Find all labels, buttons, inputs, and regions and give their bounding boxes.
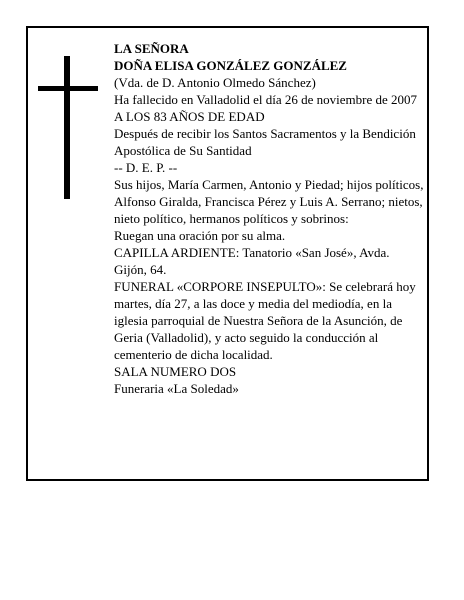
title-line: LA SEÑORA xyxy=(114,41,189,56)
cross-horizontal-bar xyxy=(38,86,98,91)
family-line: Sus hijos, María Carmen, Antonio y Piedad; hijos políticos, Alfonso Giralda, Francisca Pérez y Luis A. Serrano; nietos, nieto político, hermanos políticos y sobrinos: xyxy=(114,177,424,226)
age-line: A LOS 83 AÑOS DE EDAD xyxy=(114,109,265,124)
cross-icon xyxy=(38,56,98,199)
prayer-line: Ruegan una oración por su alma. xyxy=(114,228,286,243)
sacraments-line: Después de recibir los Santos Sacramentos y la Bendición Apostólica de Su Santidad xyxy=(114,126,416,158)
widow-of-line: (Vda. de D. Antonio Olmedo Sánchez) xyxy=(114,75,316,90)
cross-vertical-bar xyxy=(64,56,70,199)
obituary-notice xyxy=(26,26,429,481)
chapel-line: CAPILLA ARDIENTE: Tanatorio «San José», Avda. Gijón, 64. xyxy=(114,245,390,277)
death-info: Ha fallecido en Valladolid el día 26 de noviembre de 2007 xyxy=(114,92,417,107)
deceased-name: DOÑA ELISA GONZÁLEZ GONZÁLEZ xyxy=(114,58,347,73)
notice-body xyxy=(114,40,424,397)
rip-line: -- D. E. P. -- xyxy=(114,160,178,175)
room-line: SALA NUMERO DOS xyxy=(114,364,237,379)
funeral-home-line: Funeraria «La Soledad» xyxy=(114,381,239,396)
funeral-line: FUNERAL «CORPORE INSEPULTO»: Se celebrará hoy martes, día 27, a las doce y media del mediodía, en la iglesia parroquial de Nuestra Señora de la Asunción, de Geria (Valladolid), y acto seguido la conducción al cementerio de dicha localidad. xyxy=(114,279,416,362)
